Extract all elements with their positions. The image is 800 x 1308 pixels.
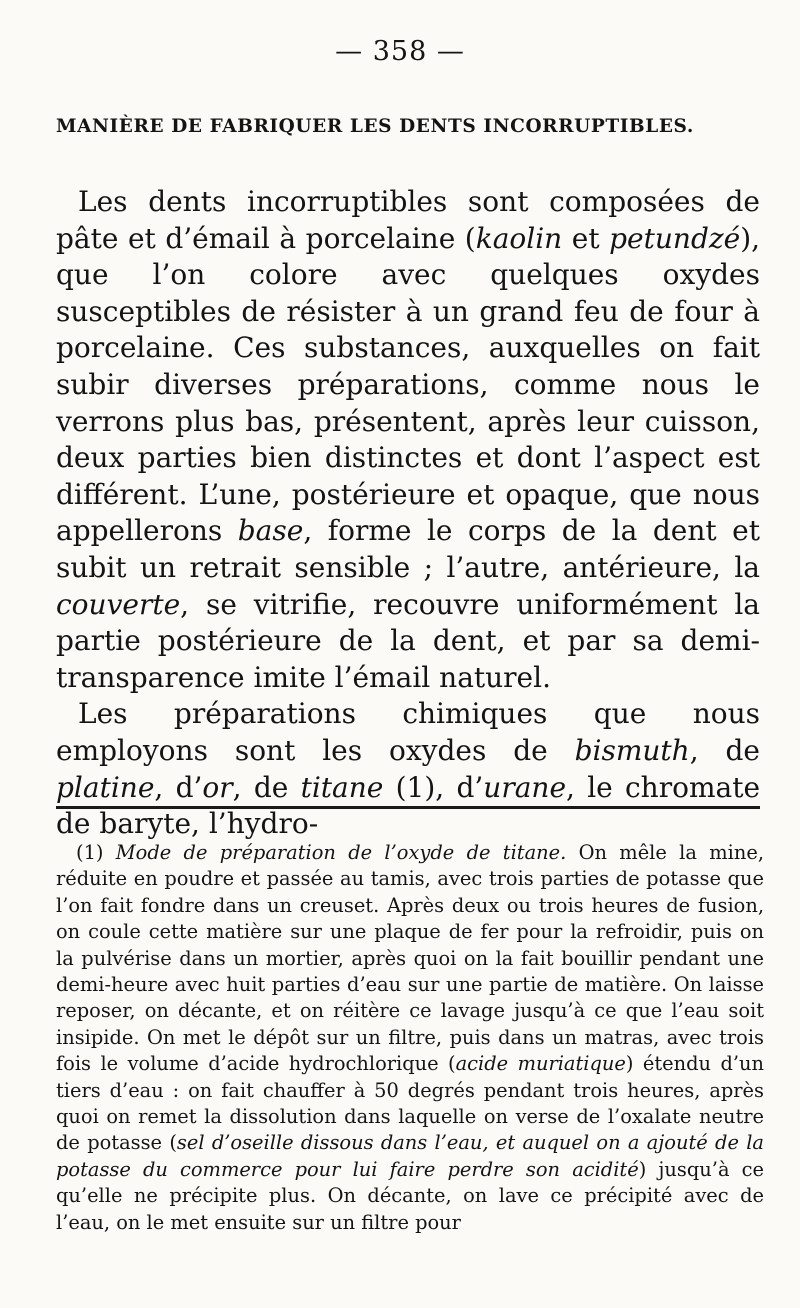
p1-text-5: , se vitrifie, recouvre uniformément la partie postérieure de la dent, et par sa demi-transparence imite l’émail naturel. [56,587,760,694]
p2-italic-platine: platine [56,770,155,804]
fn-italic-title: Mode de préparation de l’oxyde de titane. [115,841,567,864]
p1-italic-couverte: couverte [56,587,181,621]
p1-text-4: , forme le corps de la dent et subit un retrait sensible ; l’autre, antérieure, la [56,514,760,584]
paragraph-1 [56,184,760,696]
p2-italic-urane: urane [483,770,567,804]
fn-marker: (1) [76,841,116,864]
fn-text-3: ) jusqu’à ce qu’elle ne précipite plus. On décante, on lave ce précipité avec de l’eau, on le met ensuite sur un filtre pour [56,1157,764,1234]
body-text [56,184,760,843]
p1-text-1: Les dents incorruptibles sont composées de pâte et d’émail à porcelaine ( [56,185,760,255]
p1-text-2: et [562,221,610,255]
p2-italic-bismuth: bismuth [574,733,690,767]
p2-text-3: , d’ [154,770,203,804]
footnote-divider [56,806,760,809]
p2-italic-or: or [202,770,233,804]
p1-italic-kaolin: kaolin [475,221,563,255]
fn-italic-sel: sel d’oseille dissous dans l’eau, et auquel on a ajouté de la potasse du commerce pour lui faire perdre son acidité [56,1131,764,1181]
footnote [56,840,764,1236]
page-number: — 358 — [335,36,465,67]
fn-text-2: ) étendu d’un tiers d’eau : on fait chauffer à 50 degrés pendant trois heures, après quoi on remet la dissolution dans laquelle on verse de l’oxalate neutre de potasse ( [56,1052,765,1155]
p2-italic-titane: titane [300,770,384,804]
fn-text-1: On mêle la mine, réduite en poudre et passée au tamis, avec trois parties de potasse que l’on fait fondre dans un creuset. Après deux ou trois heures de fusion, on coule cette matière sur une plaque de fer pour la refroidir, puis on la pulvérise dans un mortier, après quoi on la fait bouillir pendant une demi-heure avec huit parties d’eau sur une partie de matière. On laisse reposer, on décante, et on réitère ce lavage jusqu’à ce que l’eau soit insipide. On met le dépôt sur un filtre, puis dans un matras, avec trois fois le volume d’acide hydrochlorique ( [56,841,764,1076]
p1-italic-petundze: petundzé [609,221,741,255]
p2-text-5: (1), d’ [383,770,484,804]
fn-italic-acide: acide muriatique [455,1052,626,1076]
paragraph-2 [56,696,760,842]
p2-text-6: , le chromate de baryte, l’hydro- [56,770,761,841]
p1-italic-base: base [237,514,304,548]
p2-text-2: , de [689,733,760,767]
p1-text-3: ), que l’on colore avec quelques oxydes susceptibles de résister à un grand feu de four à porcelaine. Ces substances, auxquelles on fait subir diverses préparations, comme nous le verrons plus bas, présentent, après leur cuisson, deux parties bien distinctes et dont l’aspect est différent. L’une, postérieure et opaque, que nous appellerons [56,221,761,548]
footnote-paragraph [56,840,764,1236]
section-title: MANIÈRE DE FABRIQUER LES DENTS INCORRUPTIBLES. [56,116,694,137]
p2-text-4: , de [232,770,301,804]
p2-text-1: Les préparations chimiques que nous employons sont les oxydes de [56,697,760,767]
